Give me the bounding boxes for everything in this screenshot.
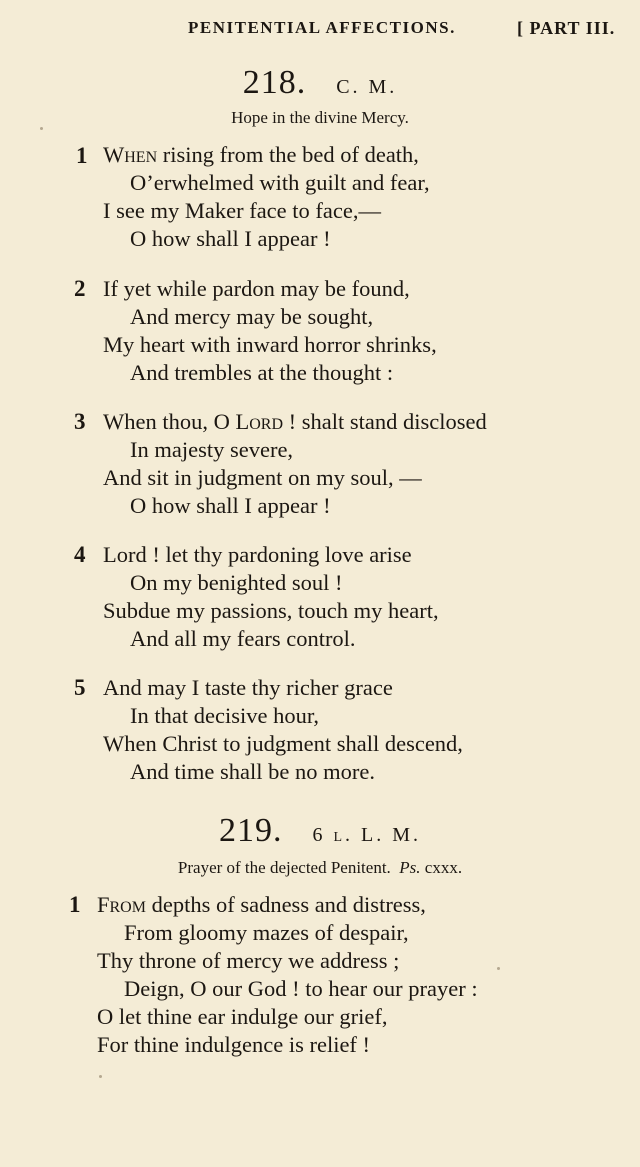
hymn-line: Lord ! let thy pardoning love arise <box>103 542 412 567</box>
hymn-line: And may I taste thy richer grace <box>103 675 393 700</box>
hymn-line: And all my fears control. <box>130 626 356 651</box>
running-head-part: [ PART III. <box>517 18 616 38</box>
hymn-line: And sit in judgment on my soul, — <box>103 465 422 490</box>
hymn-line: Subdue my passions, touch my heart, <box>103 598 439 623</box>
line-text: rising from the bed of death, <box>157 142 419 167</box>
scripture-ref-number: cxxx. <box>424 858 463 877</box>
hymn-line: O’erwhelmed with guilt and fear, <box>130 170 430 195</box>
hymn-219-heading <box>0 812 640 850</box>
hymn-line: O how shall I appear ! <box>130 226 331 251</box>
lord-small-caps: Lord <box>235 409 284 434</box>
hymn-line: And mercy may be sought, <box>130 304 374 329</box>
verse-number: 3 <box>74 409 86 434</box>
hymn-line: And trembles at the thought : <box>130 360 394 385</box>
hymn-line <box>103 409 487 435</box>
hymn-line: O how shall I appear ! <box>130 493 331 518</box>
running-head <box>0 18 640 48</box>
hymn-meter: 6 l. L. M. <box>312 824 422 846</box>
hymn-218-subtitle: Hope in the divine Mercy. <box>231 108 409 127</box>
line-text: ! shalt stand disclosed <box>283 409 487 434</box>
verse-number: 1 <box>76 143 88 168</box>
scripture-ref: Ps. <box>399 858 421 877</box>
hymn-line: On my benighted soul ! <box>130 570 343 595</box>
paper-speck <box>99 1075 102 1078</box>
running-head-title: PENITENTIAL AFFECTIONS. <box>188 18 456 37</box>
hymn-line: I see my Maker face to face,— <box>103 198 381 223</box>
verse-number: 1 <box>69 892 81 917</box>
line-text: When thou, O <box>103 409 236 434</box>
hymn-line: Deign, O our God ! to hear our prayer : <box>124 976 478 1001</box>
initial-word: From <box>97 892 146 917</box>
hymn-line: In that decisive hour, <box>130 703 320 728</box>
hymn-line: Thy throne of mercy we address ; <box>97 948 400 973</box>
hymn-line: O let thine ear indulge our grief, <box>97 1004 388 1029</box>
hymn-line: If yet while pardon may be found, <box>103 276 410 301</box>
hymn-218-heading <box>0 64 640 102</box>
hymn-line <box>97 892 426 918</box>
subtitle-text: Prayer of the dejected Penitent. <box>177 858 391 877</box>
hymn-number: 219. <box>218 812 283 849</box>
verse-number: 5 <box>74 675 86 700</box>
hymn-line: When Christ to judgment shall descend, <box>103 731 463 756</box>
hymn-line: And time shall be no more. <box>130 759 375 784</box>
paper-speck <box>497 967 500 970</box>
hymn-line: From gloomy mazes of despair, <box>124 920 409 945</box>
hymn-line: My heart with inward horror shrinks, <box>103 332 437 357</box>
line-text: depths of sadness and distress, <box>145 892 426 917</box>
hymn-219-subtitle <box>0 858 640 878</box>
hymn-number: 218. <box>242 64 307 101</box>
verse-number: 4 <box>74 542 86 567</box>
hymn-line: In majesty severe, <box>130 437 294 462</box>
paper-speck <box>40 127 43 130</box>
hymn-line: For thine indulgence is relief ! <box>97 1032 371 1057</box>
initial-word: When <box>103 142 158 167</box>
hymn-line <box>103 142 419 168</box>
verse-number: 2 <box>74 276 86 301</box>
hymn-meter: C. M. <box>336 76 398 98</box>
